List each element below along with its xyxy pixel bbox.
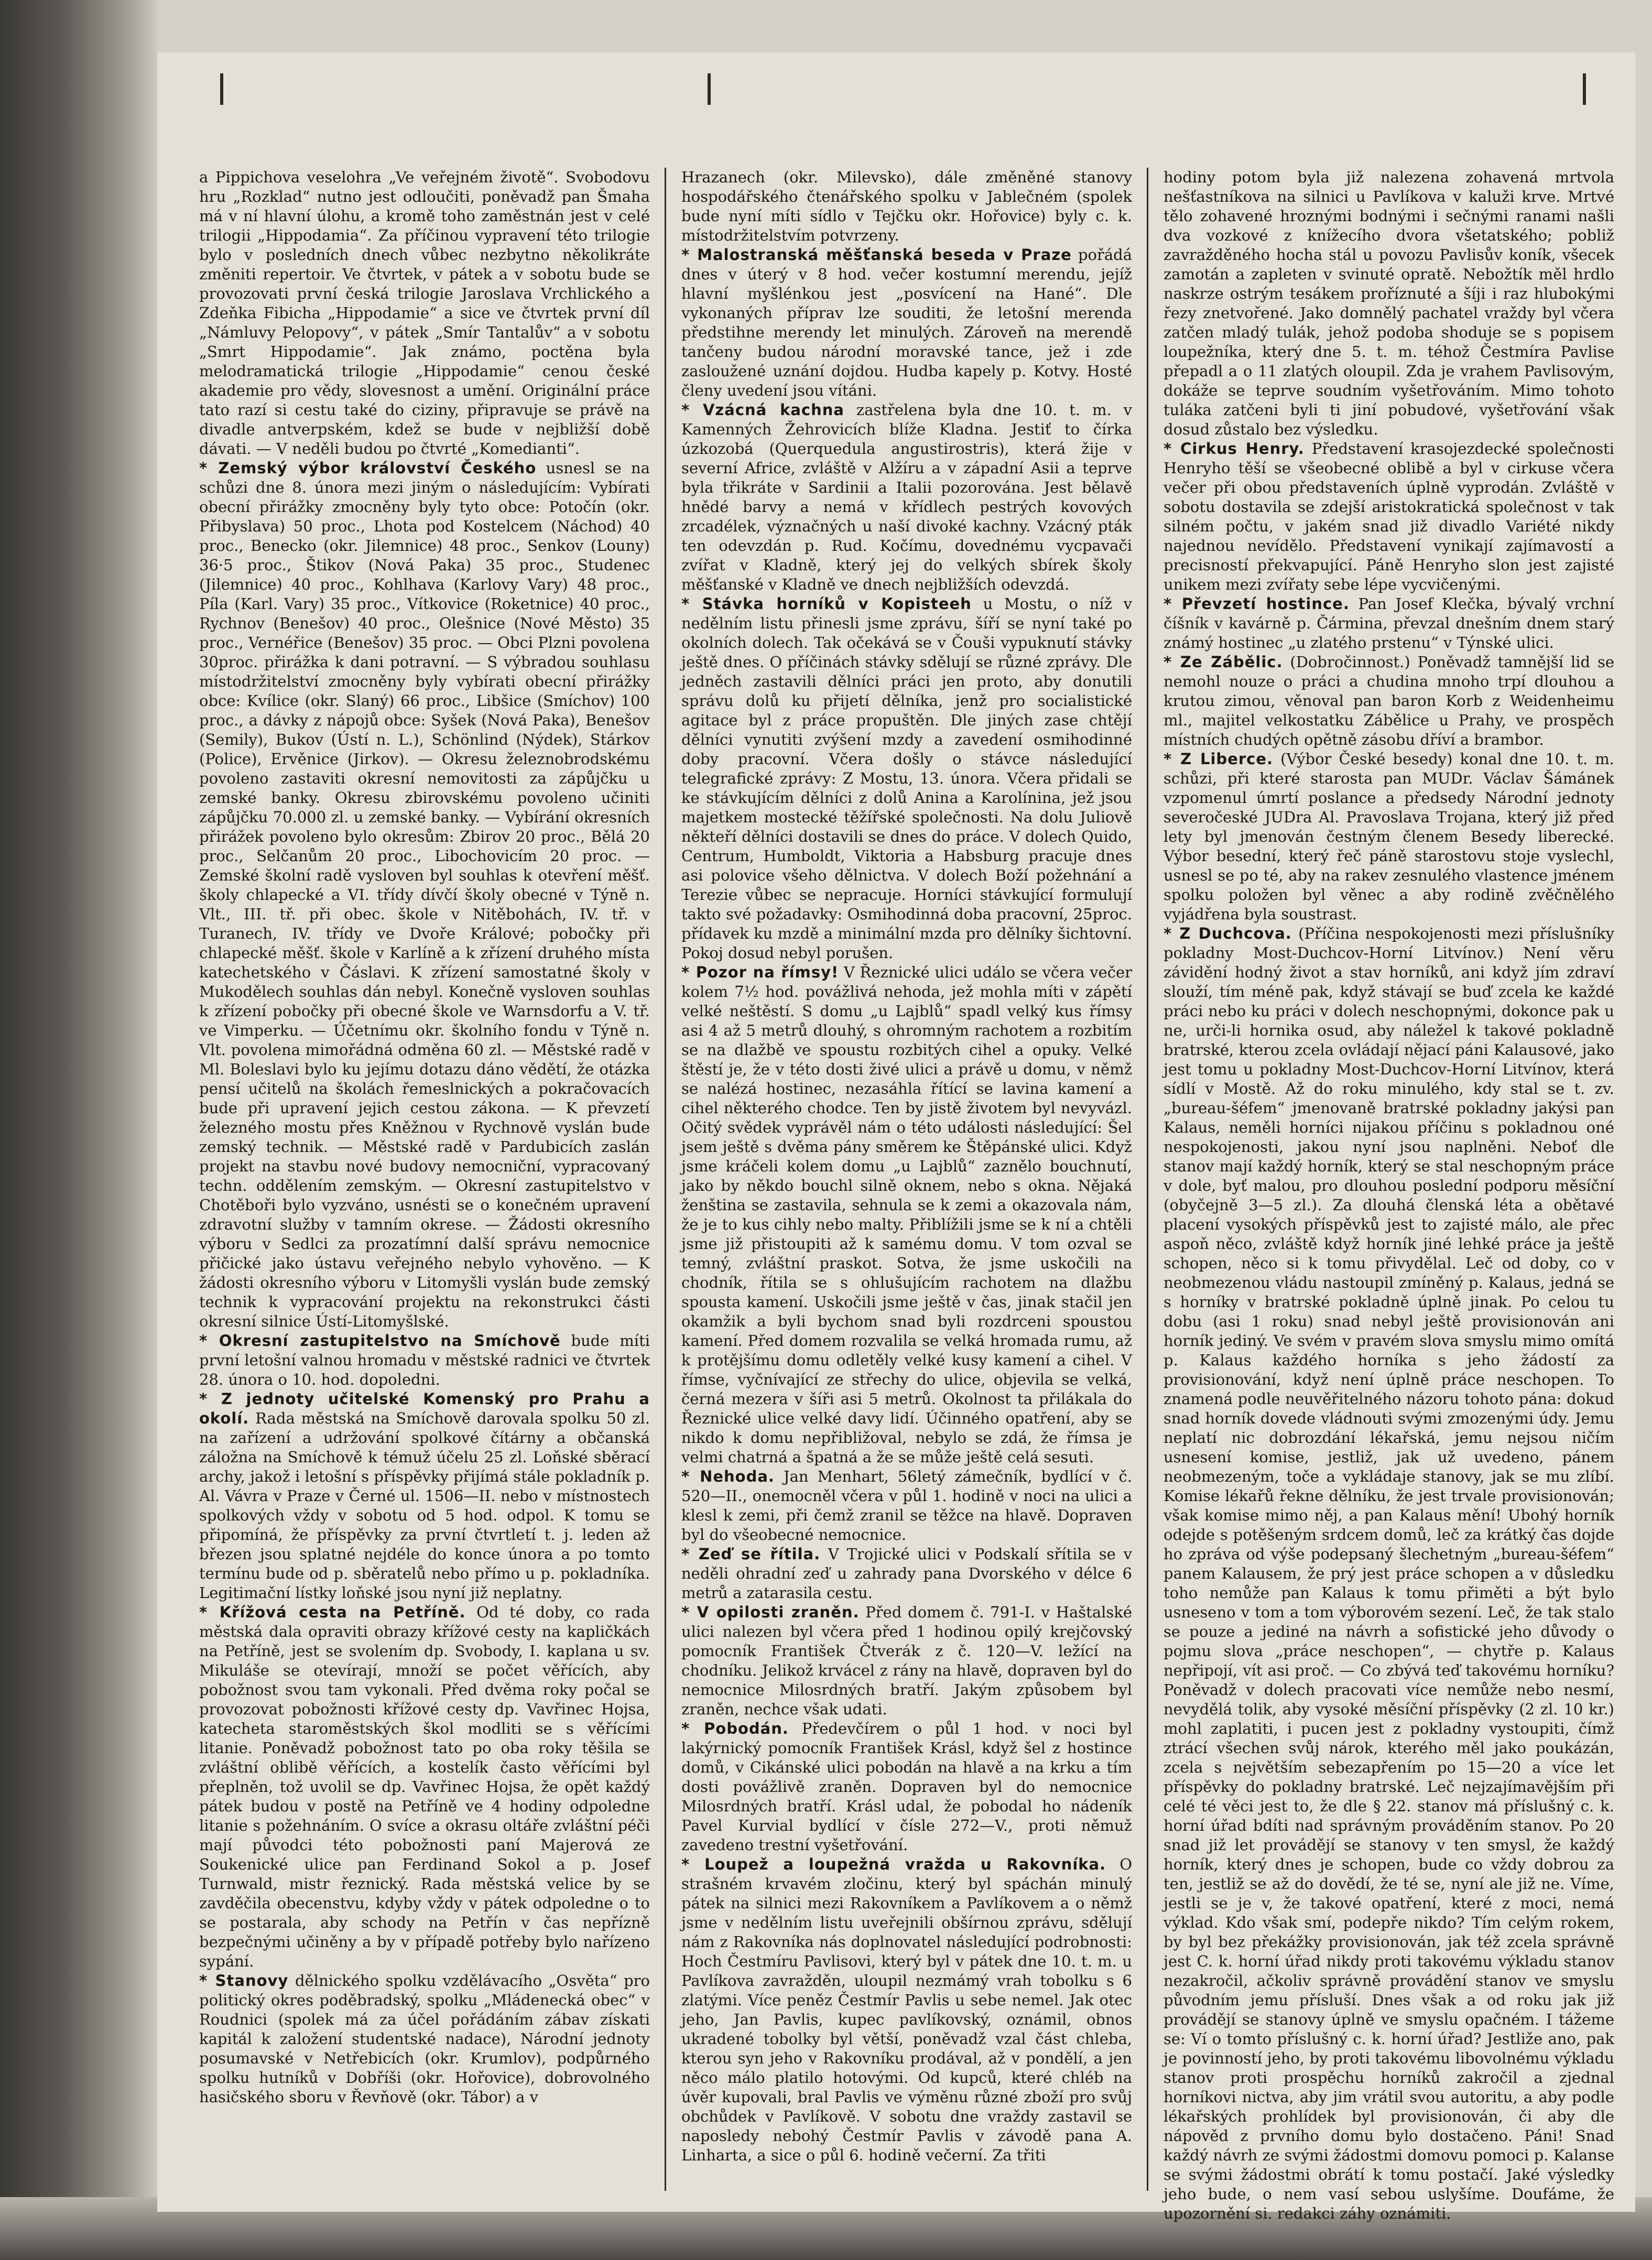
article-text: bude míti první letošní valnou hromadu v městské radnici ve čtvrtek 28. února o 10. hod. dopoledni.	[199, 1332, 650, 1388]
article-text: usnesl se na schůzi dne 8. února mezi jiným o následujícím: Vybírati obecní přirážky zmocněny byly tyto obce: Potočín (okr. Přibyslava) 50 proc., Lhota pod Kostelcem (Náchod) 40 proc., Benecko (okr. Jilemnice) 48 proc., Senkov (Louny) 36·5 proc., Štikov (Nová Paka) 35 proc., Studenec (Jilemnice) 40 proc., Kohlhava (Karlovy Vary) 48 proc., Píla (Karl. Vary) 35 proc., Vítkovice (Roketnice) 40 proc., Rychnov (Benešov) 40 proc., Olešnice (Nové Město) 35 proc., Vernéřice (Benešov) 35 proc. — Obci Plzni povolena 30proc. přirážka k dani potravní. — S výbradou souhlasu místodržitelství zmocněny byly vybírati obecní přirážky obce: Kvílice (okr. Slaný) 66 proc., Libšice (Smíchov) 100 proc., a dávky z nápojů obce: Syšek (Nová Paka), Benešov (Semily), Bukov (Ústí n. L.), Schönlind (Nýdek), Stárkov (Police), Ervěnice (Jirkov). — Okresu železnobrodskému povoleno zastaviti okresní nemovitosti za zápůjčku u zemské banky. Okresu zbirovskému povoleno učiniti zápůjčku 70.000 zl. u zemské banky. — Vybírání okresních přirážek povoleno bylo okresům: Zbirov 20 proc., Bělá 20 proc., Selčanům 20 proc., Libochovicím 20 proc. — Zemské školní radě vysloven byl souhlas k otevření měšť. školy chlapecké a VI. třídy dívčí školy obecné v Týně n. Vlt., III. tř. při obec. škole v Nitěbohách, IV. tř. v Turanech, IV. třídy ve Dvoře Králové; pobočky při chlapecké měšť. škole v Karlíně a k zřízení druhého místa katechetského v Čáslavi. K zřízení samostatné školy v Mukodělech souhlas dán nebyl. Konečně vysloven souhlas k zřízení pobočky při obecné škole ve Warnsdorfu a V. tř. ve Vimperku. — Účetnímu okr. školního fondu v Týně n. Vlt. povolena mimořádná odměna 60 zl. — Městské radě v Ml. Boleslavi bylo ku jejímu dotazu dáno vědětí, že otázka pensí učitelů na školách řemeslnických a pokračovacích bude při upravení jejich cestou zákona. — K převzetí železného mostu přes Kněžnou v Rychnově vyslán bude zemský technik. — Městské radě v Pardubicích zaslán projekt na stavbu nové budovy nemocniční, vypracovaný techn. oddělením zemským. — Okresní zastupitelstvo v Chotěboři bylo vyzváno, usnésti se o konečném upravení zdravotní služby v tamním okrese. — Žádosti okresního výboru v Sedlci za prozatímní další správu nemocnice přičické jako ústavu veřejného nebylo vyhověno. — K žádosti okresního výboru v Litomyšli vyslán bude zemský technik k vypracování projektu na rekonstrukci části okresní silnice Ústí-Litomyšlské.	[199, 459, 650, 1330]
article-paragraph	[681, 1467, 1132, 1545]
article-paragraph	[1164, 749, 1614, 924]
register-mark	[1583, 73, 1586, 105]
article-paragraph	[199, 459, 650, 1331]
article-text: hodiny potom byla již nalezena zohavená mrtvola nešťastníkova na silnici u Pavlíkova v kaluži krve. Mrtvé tělo zohavené hroznými bodnými i sečnými ranami našli dva vozkové z knížecího dvora všetatského; pobliž zavražděného hocha stál u povozu Pavlisův koník, všecek zamotán a zapleten v svinuté opratě. Nebožtík měl hrdlo naskrze ostrým tesákem proříznuté a šíji i raz hlubokými řezy znetvořené. Jako domnělý pachatel vraždy byl včera zatčen mladý tulák, jehož podoba shoduje se s popisem loupežníka, který dne 5. t. m. téhož Čestmíra Pavlise přepadl a o 11 zlatých oloupil. Zda je vrahem Pavlisovým, dokáže se teprve soudním vyšetřováním. Mimo tohoto tuláka zatčeni byli ti jiní pobudové, vyšetřování však dosud zůstalo bez výsledku.	[1164, 168, 1614, 438]
article-text: V Trojické ulici v Podskalí sřítila se v neděli ohradní zeď u zahrady pana Dvorského v délce 6 metrů a zatarasila cestu.	[681, 1545, 1133, 1602]
register-mark	[220, 73, 223, 105]
article-columns	[199, 168, 1615, 2222]
article-paragraph	[199, 1971, 650, 2107]
article-heading: * Z Duchcova.	[1164, 925, 1292, 942]
article-heading: * V opilosti zraněn.	[681, 1603, 860, 1621]
article-text: u Mostu, o níž v nedělním listu přinesli jsme zprávu, šíří se nyní také po okolních dolech. Tak očekává se v Čouši vypuknutí stávky ještě dnes. O příčinách stávky sdělují se různé zprávy. Dle jedněch zastavili dělníci práci jen proto, aby donutili správu dolů ku přijetí dělníka, jenž pro socialistické agitace byl z práce propuštěn. Dle jiných zase chtějí dělníci vynutiti zvýšení mzdy a zavedení osmihodinné doby pracovní. Včera došly o stávce následující telegrafické zprávy: Z Mostu, 13. února. Včera přidali se ke stávkujícím dělníci z dolů Anina a Karolínina, jež jsou majetkem mostecké těžířské společnosti. Na dolu Juliově někteří dělníci dostavili se dnes do práce. V dolech Quido, Centrum, Humboldt, Viktoria a Habsburg pracuje dnes asi polovice všeho dělnictva. V dolech Boží požehnání a Terezie vůbec se nepracuje. Horníci stávkující formulují takto své požadavky: Osmihodinná doba pracovní, 25proc. přídavek ku mzdě a minimální mzda pro dělníky šichtovní. Pokoj dosud nebyl porušen.	[681, 595, 1132, 962]
article-paragraph	[199, 168, 650, 459]
article-heading: * Stanovy	[199, 1972, 289, 1990]
article-text: Od té doby, co rada městská dala opraviti obrazy křížové cesty na kapličkách na Petříně, jest se svolením dp. Svobody, I. kaplana u sv. Mikuláše se otevírají, množí se počet věřících, aby pobožnost svou tam vykonali. Před dvěma roky počal se provozovat pobožnosti křížové cesty dp. Vavřinec Hojsa, katecheta staroměstských škol modliti se s věřícími litanie. Poněvadž pobožnost tato po oba roky těšila se zvláštní oblibě věřících, a kostelík často věřícími byl přeplněn, tož uvolil se dp. Vavřinec Hojsa, že opět každý pátek budou v postě na Petříně ve 4 hodiny odpoledne litanie s požehnáním. O svíce a okrasu oltáře zvláštní péči mají původci této pobožnosti paní Majerová ze Soukenické ulice pan Ferdinand Sokol a p. Josef Turnwald, mistr řeznický. Rada městská velice by se zavděčila obecenstvu, kdyby vždy v pátek odpoledne o to se postarala, aby schody na Petřín v čas nepřízně bezpečnými učiněny a by v případě potřeby bylo nařízeno sypání.	[199, 1603, 650, 1970]
article-paragraph	[681, 594, 1132, 963]
article-heading: * Pozor na římsy!	[681, 963, 839, 981]
article-heading: * Z jednoty učitelské Komenský pro Prahu a okolí.	[199, 1390, 650, 1427]
article-paragraph	[199, 1603, 650, 1971]
article-heading: * Okresní zastupitelstvo na Smíchově	[199, 1332, 561, 1350]
article-paragraph	[1164, 168, 1614, 439]
column-middle	[681, 168, 1132, 2191]
article-text: (Dobročinnost.) Poněvadž tamnější lid se nemohl nouze o práci a chudina mnoho trpí dlouhou a krutou zimou, věnoval pan baron Korb z Weidenheimu ml., majitel velkostatku Zábělice u Prahy, ve prospěch místních chudých opětně zásobu dříví a brambor.	[1164, 653, 1614, 748]
register-mark	[708, 73, 711, 105]
article-text: Jan Menhart, 56letý zámečník, bydlící v č. 520—II., onemocněl včera v půl 1. hodině v noci na ulici a klesl k zemi, při čemž zranil se těžce na hlavě. Dopraven byl do všeobecné nemocnice.	[681, 1468, 1132, 1544]
article-heading: * Pobodán.	[681, 1720, 789, 1737]
article-paragraph	[681, 400, 1132, 594]
article-text: Předevčírem o půl 1 hod. v noci byl lakýrnický pomocník František Krásl, když šel z hostince domů, v Cikánské ulici pobodán na hlavě a na krku a tím dosti povážlivě zraněn. Dopraven byl do nemocnice Milosrdných bratří. Krásl udal, že pobodal ho nádeník Pavel Kurvial bydlící v čísle 272—V., proti němuž zavedeno trestní vyšetřování.	[681, 1720, 1132, 1854]
article-heading: * Malostranská měšťanská beseda v Praze	[681, 246, 1072, 264]
article-heading: * Ze Zábělic.	[1164, 653, 1283, 671]
article-text: Rada městská na Smíchově darovala spolku 50 zl. na zařízení a udržování spolkové čítárny a občanská záložna na Smíchově k témuž účelu 25 zl. Loňské sběrací archy, jakož i letošní s příspěvky přijímá stále pokladník p. Al. Vávra v Praze v Černé ul. 1506—II. nebo v místnostech spolkových vždy v sobotu od 5 hod. odpol. K tomu se připomíná, že příspěvky za první čtvrtletí t. j. leden až březen jsou splatné nejdéle do konce února a po tomto termínu bude od p. sběratelů nebo přímo u p. pokladníka. Legitimační lístky loňské jsou nyní již neplatny.	[199, 1409, 650, 1602]
article-text: pořádá dnes v úterý v 8 hod. večer kostumní merendu, jejíž hlavní myšlénkou jest „posvícení na Hané“. Dle vykonaných příprav lze souditi, že letošní merenda předstihne merendy let minulých. Zároveň na merendě tančeny budou národní moravské tance, jež i zde zasloužené uznání dojdou. Hudba kapely p. Kotvy. Hosté členy uvedení jsou vítáni.	[681, 246, 1132, 399]
article-text: zastřelena byla dne 10. t. m. v Kamenných Žehrovicích blíže Kladna. Jestiť to čírka úzkozobá (Querquedula angustirostris), která žije v severní Africe, zvláště v Alžíru a v západní Asii a teprve byla třikráte v Sardinii a Italii pozorována. Jest bělavě hnědé barvy a nemá v křídlech pestrých kovových zrcadélek, význačných u naší divoké kachny. Vzácný pták ten odevzdán p. Rud. Kočímu, dovednému vycpavači zvířat v Kladně, který jej do velkých sbírek školy měšťanské v Kladně ve dnech nejbližších odevzdá.	[681, 401, 1133, 593]
article-text: (Příčina nespokojenosti mezi příslušníky pokladny Most-Duchcov-Horní Litvínov.) Není věru závidění hodný život a stav horníků, ani když jím zdraví slouží, tím méně pak, když stávají se buď zcela ke každé práci nebo ku práci v dolech neschopnými, dokonce pak u ne, urči-li hornika osud, aby náležel k takové pokladně bratrské, kterou zcela ovládají nějací páni Kalausové, jako jest tomu u pokladny Most-Duchcov-Horní Litvínov, která sídlí v Mostě. Až do roku minulého, kdy stal se t. zv. „bureau-šéfem“ jmenovaně bratrské pokladny jakýsi pan Kalaus, neměli horníci nijakou příčinu s pokladnou oné nespokojenosti, jakou nyní jsou naplněni. Neboť dle stanov mají každý horník, který se stal neschopným práce v dole, byť malou, pro dlouhou poslední podporu měsíční (obyčejně 3—5 zl.). Za dlouhá členská léta a obětavé placení vysokých příspěvků jest to zajisté málo, ale přec aspoň něco, zvláště když horník jiné lehké práce ja ještě schopen, něco si k tomu přivydělal. Leč od doby, co v neobmezenou vládu nastoupil zmíněný p. Kalaus, jedná se s horníky v bratrské pokladně úplně jinak. Po celou tu dobu (asi 1 roku) snad nebyl ještě provisionován ani horník jediný. Ve svém v pravém slova smyslu mimo omítá p. Kalaus každého horníka s jeho žádostí za provisionování, když není úplně práce neschopen. To znamená podle neuvěřitelného názoru tohoto pána: dokud snad horník dovede vládnouti svými zmozenými údy. Jemu neplatí nic dobrozdání lékařská, jemu nejsou ničím usnesení komise, jestliž, jak už uvedeno, pánem neobmezeným, toče a vykládaje stanovy, jak se mu zlíbí. Komise lékařů řekne dělníku, že jest trvale provisionován; však komise mimo něj, a pan Kalaus mění! Ubohý horník odejde s potěšeným srdcem domů, leč za krátký čas dojde ho zpráva od výše podepsaný šlechetným „bureau-šéfem“ panem Kalausem, že prý jest práce schopen a v důsledku toho nemůže pan Kalaus k tomu přiměti a být bylo usneseno v tom a tom výborovém sezení. Leč, že tak stalo se pouze a jediné na návrh a sofistické jeho důvody o pojmu slova „práce neschopen“, — chytře p. Kalaus nepřipojí, vít asi proč. — Co zbývá teď takovému horníku? Poněvadž v dolech pracovati více nemůže nebo nesmí, nevydělá tolik, aby vysoké měsíční příspěvky (2 zl. 10 kr.) mohl zaplatiti, i pucen jest z pokladny vystoupiti, čímž ztrácí všechen svůj nárok, kterého měl jako poukázán, zcela s největším sebezapřením po 15—20 a více let příspěvky do pokladny bratrské. Leč nejzajímavějším při celé té věci jest to, že dle § 22. stanov má příslušný c. k. horní úřad bdíti nad správným prováděním stanov. Po 20 snad již let provádějí se stanovy v ten smysl, že každý horník, který dnes je schopen, bude co vždy dobrou za ten, jestliž se až do dovědí, že té se, nyní ale již ne. Víme, jestli se je v, že takové opatření, které z moci, nemá výklad. Kdo však smí, podepře nikdo? Tím celým rokem, by byl bez překážky provisionován, jak též zcela správně jest C. k. horní úřad nikdy proti takovému výkladu stanov nezakročil, ačkoliv správně provádění stanov ve smyslu původním jemu přísluší. Dnes však a od roku jak již provádějí se stanovy úplně ve smyslu opačném. I tážeme se: Ví o tomto příslušný c. k. horní úřad? Jestliže ano, pak je povinností jeho, by proti takovému libovolnému výkladu stanov proti prospěchu horníků zakročil a zjednal horníkovi nictva, aby jim vrátil svou autoritu, a aby podle lékařských prohlídek byl provisionován, či aby dle nápověd z prvního domu bylo dostačeno. Páni! Snad každý návrh ze svými žádostmi domovu pomoci p. Kalanse se svými žádostmi obrátí k tomu postačí. Jaké výsledky jeho bude, o nem vasí sebou uslyšíme. Doufáme, že upozornění si. redakci záhy oznámiti.	[1164, 925, 1614, 2222]
page-shadow-left	[0, 0, 157, 2260]
article-text: Před domem č. 791-I. v Haštalské ulici nalezen byl včera před 1 hodinou opilý krejčovský pomocník František Čtverák z č. 120—V. ležící na chodníku. Jelikož krvácel z rány na hlavě, dopraven byl do nemocnice Milosrdných bratří. Jakým způsobem byl zraněn, nechce však udati.	[681, 1603, 1132, 1718]
article-text: Hrazanech (okr. Milevsko), dále změněné stanovy hospodářského čtenářského spolku v Jablečném (spolek bude nyní míti sídlo v Tejčku okr. Hořovice) byly c. k. místodržitelstvím potvrzeny.	[681, 168, 1132, 244]
article-heading: * Loupež a loupežná vražda u Rakovníka.	[681, 1855, 1106, 1873]
article-text: dělnického spolku vzdělávacího „Osvěta“ pro politický okres poděbradský, spolku „Mládenecká obec“ v Roudnici (spolek má za účel pořádáním zábav získati kapitál k založení studentské nadace), Národní jednoty posumavské v Netřebicích (okr. Krumlov), podpůrného spolku hutníků v Dobříši (okr. Hořovice), dobrovolného hasičského sboru v Řevňově (okr. Tábor) a v	[199, 1972, 650, 2106]
article-paragraph	[681, 963, 1132, 1467]
article-text: O strašném krvavém zločinu, který byl spáchán minulý pátek na silnici mezi Rakovníkem a Pavlíkovem a o němž jsme v nedělním listu uveřejnili obšírnou zprávu, sdělují nám z Rakovníka nás doplnovatel následující podrobnosti: Hoch Čestmíru Pavlisovi, který byl v pátek dne 10. t. m. u Pavlíkova zavražděn, uloupil nezmámý vrah tobolku s 6 zlatými. Více peněz Čestmír Pavlis u sebe nemel. Jak otec jeho, Jan Pavlis, kupec pavlíkovský, oznámil, obnos ukradené tobolky byl větší, poněvadž vzal část chleba, kterou syn jeho v Rakovníku prodával, až v pondělí, a jen něco málo platilo hotovými. Od kupců, které chléb na úvěr kupovali, bral Pavlis ve výměnu různé zboží pro svůj obchůdek v Pavlíkově. V sobotu dne vraždy zastavil se naposledy nebohý Čestmír Pavlis v závodě pana A. Linharta, a sice o půl 6. hodině večerní. Za třiti	[681, 1855, 1132, 2164]
article-text: a Pippichova veselohra „Ve veřejném životě“. Svobodovu hru „Rozklad“ nutno jest odloučiti, poněvadž pan Šmaha má v ní hlavní úlohu, a kromě toho zaměstnán jest v celé trilogii „Hippodamia“. Za příčinou vypravení této trilogie bylo v posledních dnech vůbec nezbytno několikráte změniti repertoir. Ve čtvrtek, v pátek a v sobotu bude se provozovati první česká trilogie Jaroslava Vrchlického a Zdeňka Fibicha „Hippodamie“ a sice ve čtvrtek první díl „Námluvy Pelopovy“, v pátek „Smír Tantalův“ a v sobotu „Smrt Hippodamie“. Jak známo, poctěna byla melodramatická trilogie „Hippodamie“ cenou české akademie pro vědy, slovesnost a umění. Originální práce tato razí si cestu také do ciziny, připravuje se právě na divadle antverpském, kdež se bude v nejbližší době dávati. — V neděli budou po čtvrté „Komedianti“.	[199, 168, 650, 458]
article-heading: * Zeď se řítila.	[681, 1545, 821, 1563]
article-heading: * Zemský výbor království Českého	[199, 459, 537, 477]
article-heading: * Křížová cesta na Petříně.	[199, 1603, 466, 1621]
article-heading: * Stávka horníků v Kopisteeh	[681, 595, 972, 613]
article-paragraph	[681, 168, 1132, 245]
article-paragraph	[199, 1389, 650, 1603]
article-paragraph	[681, 1545, 1132, 1603]
article-paragraph	[681, 1603, 1132, 1719]
article-paragraph	[681, 1855, 1132, 2165]
article-heading: * Převzetí hostince.	[1164, 595, 1350, 613]
article-text: V Řeznické ulici událo se včera večer kolem 7½ hod. povážlivá nehoda, jež mohla míti v zápětí velké neštěstí. S domu „u Lajblů“ spadl velký kus římsy asi 4 až 5 metrů dlouhý, s ohromným rachotem a rozbitím se na dlažbě ve spoustu rozbitých cihel a opuky. Velké štěstí je, že v této dosti živé ulici a právě u domu, v němž se nalézá hostinec, nezasáhla řítící se lavina kamení a cihel některého chodce. Ten by jistě životem byl nevyvázl. Očitý svědek vyprávěl nám o této události následující: Šel jsem ještě s dvěma pány směrem ke Štěpánské ulici. Když jsme kráčeli kolem domu „u Lajblů“ zaznělo bouchnutí, jako by někdo bouchl silně oknem, nebo s okna. Nějaká ženština se zastavila, sehnula se k zemi a okazovala nám, že je to kus cihly nebo malty. Přiblížili jsme se k ní a chtěli jsme již přistoupiti až k samému domu. V tom ozval se temný, zvláštní praskot. Sotva, že jsme uskočili na chodník, řítila se s ohlušujícím rachotem na dlažbu spousta kamení. Uskočili jsme ještě v čas, jinak stačil jen okamžik a byli bychom snad byli rozdrceni spoustou kamení. Před domem rozvalila se velká hromada rumu, až k protějšímu domu odletěly velké kusy kamení a cihel. V římse, vyčnívající ze střechy do ulice, objevila se velká, černá mezera v šíři asi 5 metrů. Okolnost ta přilákala do Řeznické ulice velké davy lidí. Účinného opatření, aby se nikdo k domu nepřibližoval, nebylo se zdá, že římsa je velmi chatrná a špatná a že se může ještě celá sesuti.	[681, 963, 1133, 1466]
article-paragraph	[681, 1719, 1132, 1855]
article-heading: * Cirkus Henry.	[1164, 440, 1305, 458]
article-text: Pan Josef Klečka, bývalý vrchní číšník v kavárně p. Čármina, převzal dnešním dnem starý známý hostinec „u zlatého prstenu“ v Týnské ulici.	[1164, 595, 1615, 651]
article-paragraph	[681, 245, 1132, 400]
article-heading: * Vzácná kachna	[681, 401, 844, 419]
column-left	[199, 168, 650, 2191]
article-paragraph	[1164, 439, 1614, 594]
column-right	[1164, 168, 1615, 2222]
article-paragraph	[1164, 924, 1614, 2223]
article-text: (Výbor České besedy) konal dne 10. t. m. schůzi, při které starosta pan MUDr. Václav Šámánek vzpomenul úmrtí poslance a předsedy Národní jednoty severočeské JUDra Al. Pravoslava Trojana, který již před lety byl jmenován čestným členem Besedy liberecké. Výbor besední, který řeč páně starostovu stoje vyslechl, usnesl se po té, aby na rakev zesnulého vlastence jménem spolku položen byl věnec a aby rodině zvěčnělého vyjádřena byla soustrast.	[1164, 750, 1614, 923]
article-text: Představení krasojezdecké společnosti Henryho těší se všeobecné oblibě a byl v cirkuse včera večer při obou představeních úplně vyprodán. Zvláště v sobotu dostavila se zdejší aristokratická společnost v tak silném počtu, v jakém snad již divadlo Variété nikdy najednou nevídělo. Představení vynikají zajímavostí a precisností překvapující. Páně Henryho slon jest zajisté unikem mezi zvířaty sebe lépe vycvičenými.	[1164, 440, 1614, 593]
article-heading: * Nehoda.	[681, 1468, 775, 1485]
article-heading: * Z Liberce.	[1164, 750, 1274, 768]
article-paragraph	[1164, 594, 1614, 653]
article-paragraph	[199, 1331, 650, 1389]
article-paragraph	[1164, 653, 1614, 749]
newspaper-page	[157, 52, 1635, 2222]
top-margin	[157, 52, 1635, 100]
